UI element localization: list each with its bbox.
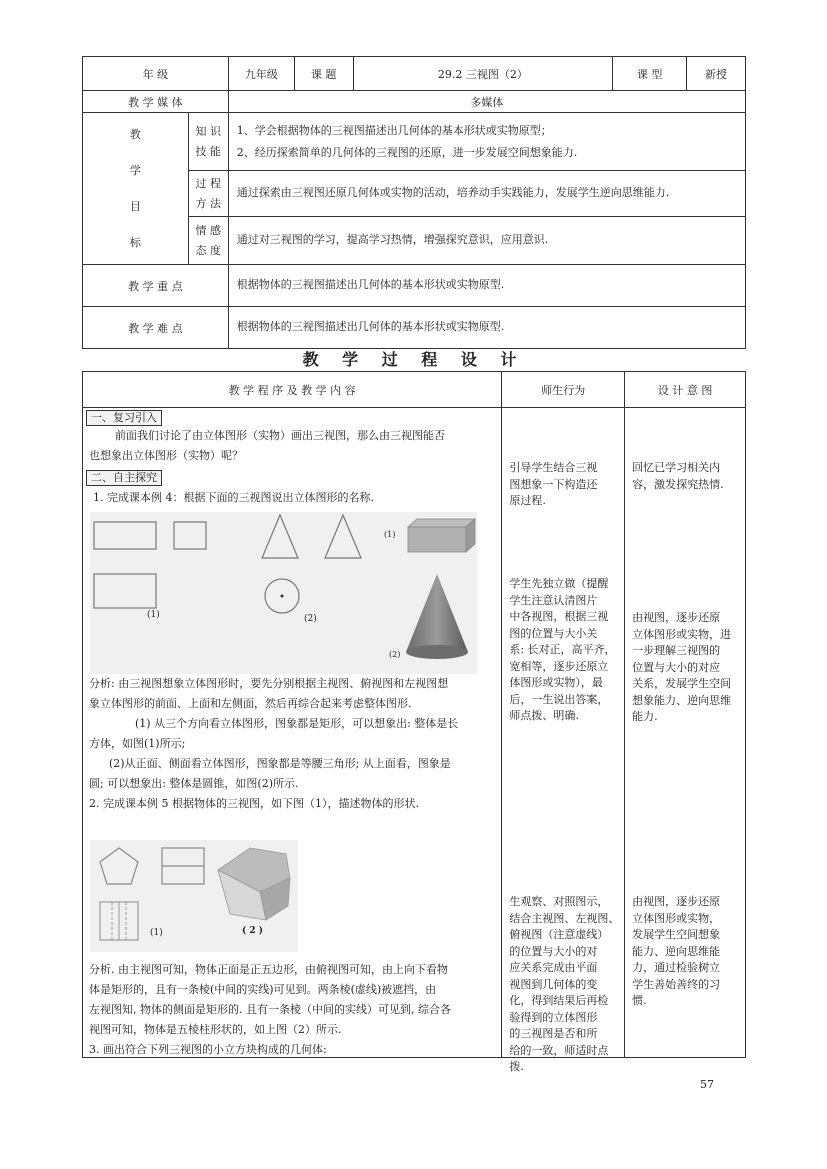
teacher-line: 图想象一下构造还 (509, 477, 598, 491)
goals-side-char: 教 (129, 127, 141, 141)
analysis-line: (2)从正面、侧面看立体图形，图象都是等腰三角形; 从上面看，图象是 (109, 757, 451, 770)
goal-label-line: 态 度 (195, 243, 222, 257)
goal-label-line: 技 能 (195, 144, 222, 158)
teacher-line: 原过程. (509, 494, 546, 507)
lesson-info-table (82, 56, 746, 349)
teacher-line: 视图到几何体的变 (509, 977, 598, 991)
process-header-intent: 设 计 意 图 (625, 372, 746, 408)
fig2-label-2: ( 2 ) (242, 926, 264, 936)
intent-line: 立体图形或实物， (632, 911, 721, 925)
intent-line: 立体图形或实物，进 (632, 627, 732, 641)
analysis-line: (1) 从三个方向看立体图形，图象都是矩形，可以想象出: 整体是长 (135, 717, 459, 730)
intent-line: 能力. (632, 710, 658, 723)
teacher-line: 结合主视图、左视图、 (509, 911, 620, 925)
teacher-line: 学生先独立做（提醒 (509, 577, 609, 590)
teacher-line: 师点拨、明确. (509, 709, 579, 722)
goal-label-line: 方 法 (195, 196, 222, 210)
media-value: 多媒体 (228, 91, 745, 113)
fig1-label-3: (1) (384, 530, 396, 539)
page-number: 57 (700, 1078, 714, 1091)
intent-line: 关系，发展学生空间 (632, 677, 732, 690)
process-content-cell (83, 408, 502, 1058)
teacher-note-1 (509, 460, 597, 510)
intent-line: 想象能力、逆向思维 (632, 693, 732, 707)
teacher-line: 引导学生结合三视 (509, 461, 598, 474)
process-table (82, 371, 746, 1073)
fig1-label-1: (1) (147, 610, 160, 620)
intent-note-1 (632, 460, 724, 493)
goal-label-knowledge (188, 113, 228, 171)
teacher-line: 拨. (509, 1060, 524, 1073)
section-review: 一、复习引入 (86, 410, 162, 426)
example1-text: 1. 完成课本例 4：根据下面的三视图说出立体图形的名称. (93, 491, 374, 504)
grade-value: 九年级 (228, 57, 294, 91)
fig2-label-1: (1) (150, 928, 163, 938)
fig1-label-2: (2) (304, 614, 317, 624)
figure-example1-drawing (90, 512, 477, 674)
intent-line: 惯. (632, 994, 647, 1007)
section-explore: 二、自主探究 (86, 470, 162, 486)
analysis-line: 体是矩形的，且有一条棱(中间的实线)可见到。两条棱(虚线)被遮挡，由 (89, 983, 437, 996)
analysis-line: 分析: 由三视图想象立体图形时，要先分别根据主视图、俯视图和左视图想 (89, 677, 449, 690)
teacher-note-3 (509, 894, 619, 1076)
intent-line: 发展学生空间想象 (632, 928, 721, 941)
goal-line: 2、经历探索简单的几何体的三视图的还原，进一步发展空间想象能力. (236, 145, 578, 159)
media-label: 教 学 媒 体 (83, 91, 229, 113)
goal-label-line: 过 程 (195, 176, 222, 190)
goal-knowledge-text (228, 113, 745, 171)
difficulty-label: 教 学 难 点 (83, 307, 229, 349)
teacher-line: 给的一致，师适时点 (509, 1043, 609, 1057)
analysis-line: 分析. 由主视图可知，物体正面是正五边形，由俯视图可知，由上向下看物 (89, 963, 448, 976)
grade-label: 年 级 (83, 57, 229, 91)
teacher-note-2 (509, 576, 615, 725)
intent-line: 力，通过检验树立 (632, 961, 721, 974)
process-header-teacher: 师生行为 (502, 372, 625, 408)
review-line: 前面我们讨论了由立体图形（实物）画出三视图，那么由三视图能否 (115, 429, 445, 442)
process-header-content: 教 学 程 序 及 教 学 内 容 (83, 372, 502, 408)
topic-label: 课 题 (294, 57, 353, 91)
teacher-line: 系: 长对正，高平齐， (509, 643, 616, 656)
intent-note-2 (632, 610, 731, 726)
analysis2-text (89, 960, 501, 1060)
teacher-line: 生观察、对照图示， (509, 895, 609, 908)
goals-side-char: 学 (129, 163, 141, 177)
figure-example2-drawing (90, 840, 298, 952)
review-text (89, 426, 499, 466)
figure-example2 (90, 840, 298, 952)
intent-line: 能力、逆向思维能 (632, 944, 721, 958)
key-point-label: 教 学 重 点 (83, 265, 229, 307)
difficulty-value: 根据物体的三视图描述出几何体的基本形状或实物原型. (228, 307, 745, 349)
goal-label-line: 知 识 (195, 124, 222, 138)
topic-value: 29.2 三视图（2） (353, 57, 613, 91)
teacher-line: 化，得到结果后再检 (509, 994, 609, 1007)
key-point-value: 根据物体的三视图描述出几何体的基本形状或实物原型. (228, 265, 745, 307)
analysis-line: 象立体图形的前面、上面和左侧面，然后再综合起来考虑整体图形. (89, 697, 412, 710)
teacher-line: 后，一生说出答案， (509, 692, 609, 706)
process-title: 教 学 过 程 设 计 (302, 350, 526, 369)
teacher-cell (502, 408, 625, 1073)
teacher-line: 的三视图是否和所 (509, 1027, 598, 1040)
teacher-line: 验得到的立体图形 (509, 1010, 598, 1024)
teacher-line: 宽相等，逐步还原立 (509, 659, 609, 673)
intent-note-3 (632, 894, 720, 1010)
intent-line: 由视图，逐步还原 (632, 895, 721, 908)
goals-side-label (83, 113, 189, 265)
analysis-line: 视图可知，物体是五棱柱形状的，如上图（2）所示. (89, 1023, 342, 1036)
analysis-line: 圆; 可以想象出: 整体是圆锥，如图(2)所示. (89, 777, 299, 790)
intent-line: 学生善始善终的习 (632, 977, 721, 991)
fig1-label-4: (2) (389, 650, 401, 659)
review-line: 也想象出立体图形（实物）呢？ (89, 449, 243, 462)
goals-side-char: 标 (129, 235, 141, 249)
teacher-line: 图的位置与大小关 (509, 626, 598, 640)
teacher-line: 俯视图（注意虚线） (509, 928, 609, 941)
intent-line: 容，激发探究热情. (632, 477, 724, 491)
goal-label-line: 情 感 (195, 223, 222, 237)
type-label: 课 型 (613, 57, 687, 91)
intent-line: 位置与大小的对应 (632, 660, 721, 674)
analysis-line: 左视图知, 物体的侧面是矩形的. 且有一条棱（中间的实线）可见到, 综合各 (89, 1003, 451, 1016)
teacher-line: 体图形或实物），最 (509, 676, 603, 689)
goal-line: 1、学会根据物体的三视图描述出几何体的基本形状或实物原型； (236, 123, 552, 137)
example2-text: 2. 完成课本例 5 根据物体的三视图，如下图（1），描述物体的形状. (89, 797, 419, 810)
teacher-line: 中各视图，根据三视 (509, 610, 609, 623)
intent-cell (625, 408, 746, 1058)
type-value: 新授 (687, 57, 746, 91)
intent-line: 一步理解三视图的 (632, 644, 721, 657)
example3-text: 3. 画出符合下列三视图的小立方块构成的几何体: (89, 1043, 327, 1056)
teacher-line: 的位置与大小的对 (509, 944, 598, 958)
goal-label-attitude (188, 217, 228, 265)
figure-example1 (90, 512, 477, 674)
intent-line: 由视图，逐步还原 (632, 611, 721, 624)
analysis1-text (89, 674, 501, 814)
teacher-line: 应关系完成由平面 (509, 961, 598, 974)
goal-process-text: 通过探索由三视图还原几何体或实物的活动，培养动手实践能力，发展学生逆向思维能力. (228, 171, 745, 217)
goal-label-process (188, 171, 228, 217)
teacher-line: 学生注意认清图片 (509, 593, 598, 607)
goal-attitude-text: 通过对三视图的学习，提高学习热情，增强探究意识，应用意识. (228, 217, 745, 265)
intent-line: 回忆已学习相关内 (632, 461, 721, 474)
analysis-line: 方体，如图(1)所示; (89, 737, 186, 750)
goals-side-char: 目 (129, 199, 141, 213)
